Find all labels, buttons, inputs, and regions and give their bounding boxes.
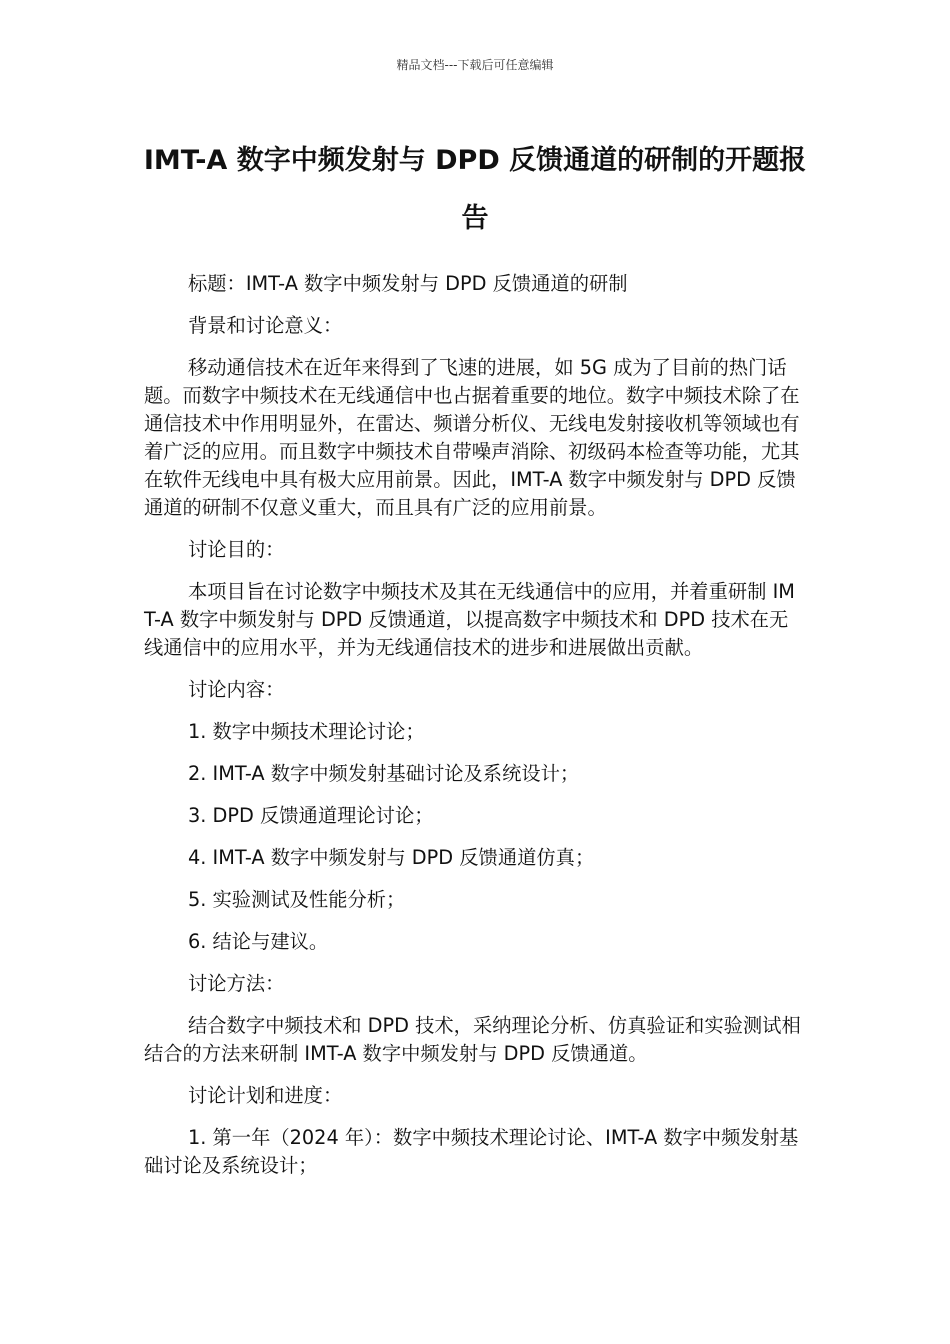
heading-plan: 讨论计划和进度： — [188, 1084, 343, 1107]
list-item-plan-1: 1. 第一年（2024 年）：数字中频技术理论讨论、IMT-A 数字中频发射基础讨论及系统设计； — [144, 1126, 799, 1177]
document-title: IMT-A 数字中频发射与 DPD 反馈通道的研制的开题报告 — [143, 145, 807, 234]
heading-method: 讨论方法： — [188, 972, 285, 995]
list-item-content-1: 1. 数字中频技术理论讨论； — [188, 720, 425, 743]
list-item-content-6: 6. 结论与建议。 — [188, 930, 329, 953]
list-item-content-2: 2. IMT-A 数字中频发射基础讨论及系统设计； — [188, 762, 580, 785]
heading-content: 讨论内容： — [188, 678, 285, 701]
heading-purpose: 讨论目的： — [188, 538, 285, 561]
document-body — [144, 270, 806, 1194]
paragraph-purpose: 本项目旨在讨论数字中频技术及其在无线通信中的应用，并着重研制 IMT-A 数字中频发射与 DPD 反馈通道，以提高数字中频技术和 DPD 技术在无线通信中的应用水平，并为无线通信技术的进步和进展做出贡献。 — [144, 580, 795, 659]
list-item-content-4: 4. IMT-A 数字中频发射与 DPD 反馈通道仿真； — [188, 846, 595, 869]
paragraph-title-line: 标题：IMT-A 数字中频发射与 DPD 反馈通道的研制 — [188, 272, 628, 295]
paragraph-method: 结合数字中频技术和 DPD 技术，采纳理论分析、仿真验证和实验测试相结合的方法来研制 IMT-A 数字中频发射与 DPD 反馈通道。 — [144, 1014, 801, 1065]
list-item-content-3: 3. DPD 反馈通道理论讨论； — [188, 804, 434, 827]
list-item-content-5: 5. 实验测试及性能分析； — [188, 888, 406, 911]
paragraph-background: 移动通信技术在近年来得到了飞速的进展，如 5G 成为了目前的热门话题。而数字中频技术在无线通信中也占据着重要的地位。数字中频技术除了在通信技术中作用明显外，在雷达、频谱分析仪、无线电发射接收机等领域也有着广泛的应用。而且数字中频技术自带噪声消除、初级码本检查等功能，尤其在软件无线电中具有极大应用前景。因此，IMT-A 数字中频发射与 DPD 反馈通道的研制不仅意义重大，而且具有广泛的应用前景。 — [144, 356, 800, 519]
heading-background: 背景和讨论意义： — [188, 314, 343, 337]
header-note: 精品文档---下载后可任意编辑 — [396, 58, 554, 72]
